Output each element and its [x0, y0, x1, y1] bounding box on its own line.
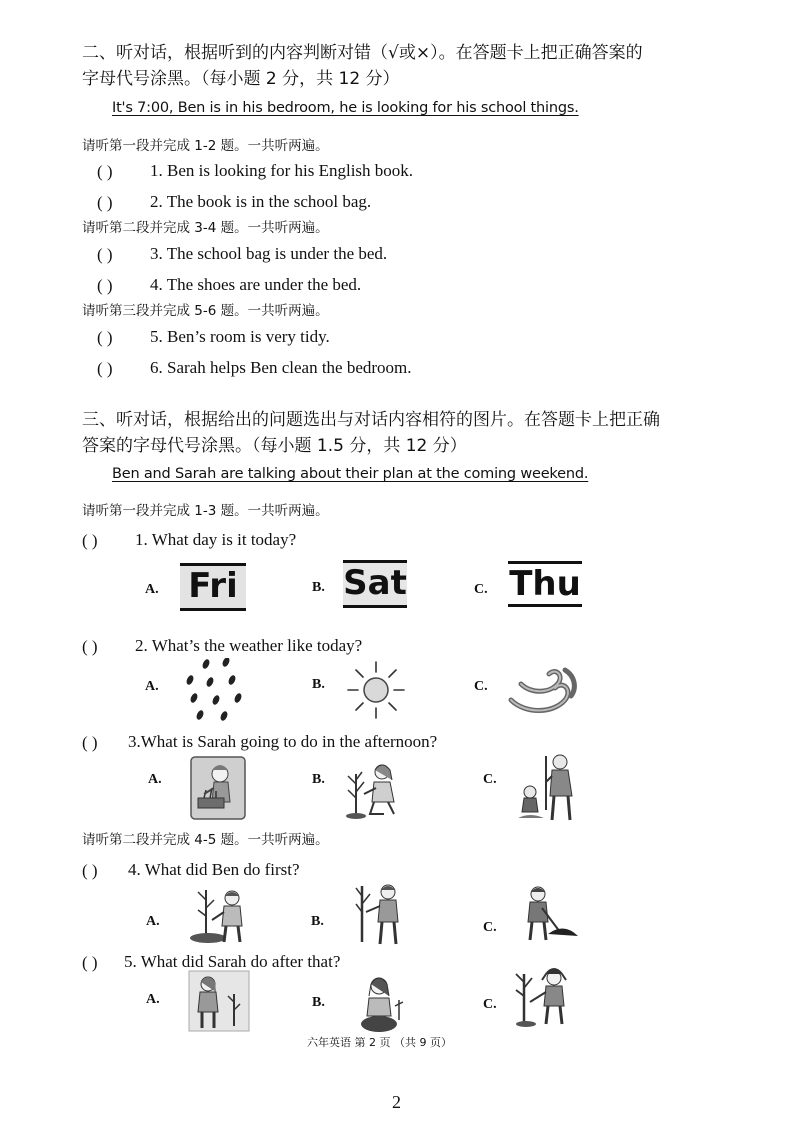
- option-label-b: B.: [312, 580, 325, 595]
- question-text: 2. What’s the weather like today?: [135, 636, 363, 655]
- question-text: 3. The school bag is under the bed.: [150, 244, 388, 263]
- day-card-thu[interactable]: Thu: [508, 561, 582, 607]
- option-label-a: A.: [146, 914, 160, 929]
- section2-handwritten-note: It's 7:00, Ben is in his bedroom, he is looking for his school things.: [112, 100, 579, 116]
- girl-with-watering-can-picture[interactable]: [188, 970, 250, 1032]
- question-text: 5. What did Sarah do after that?: [124, 952, 341, 971]
- section3-title-line1: 三、听对话，根据给出的问题选出与对话内容相符的图片。在答题卡上把正确: [82, 410, 660, 430]
- section3-title-line2: 答案的字母代号涂黑。（每小题 1.5 分，共 12 分）: [82, 436, 467, 456]
- answer-paren[interactable]: ( ): [97, 328, 113, 347]
- boy-standing-by-tree-picture[interactable]: [352, 880, 410, 948]
- rain-icon[interactable]: [180, 658, 246, 722]
- man-and-child-planting-picture[interactable]: [516, 752, 578, 824]
- answer-paren[interactable]: ( ): [97, 193, 113, 212]
- option-label-c: C.: [474, 582, 488, 597]
- question-text: 4. What did Ben do first?: [128, 860, 300, 879]
- option-label-a: A.: [145, 582, 159, 597]
- day-card-fri[interactable]: Fri: [180, 563, 246, 611]
- sun-icon[interactable]: [343, 658, 409, 722]
- girl-sitting-picture[interactable]: [355, 972, 413, 1034]
- question-text: 5. Ben’s room is very tidy.: [150, 327, 330, 346]
- option-label-b: B.: [311, 914, 324, 929]
- page-footer: 六年英语 第 2 页 （共 9 页）: [307, 1036, 452, 1049]
- question-text: 6. Sarah helps Ben clean the bedroom.: [150, 358, 412, 377]
- answer-paren[interactable]: ( ): [82, 861, 98, 880]
- girl-planting-tree-picture[interactable]: [510, 966, 574, 1028]
- boy-digging-picture[interactable]: [518, 884, 580, 946]
- question-text: 3.What is Sarah going to do in the afternoon?: [128, 732, 438, 751]
- option-label-a: A.: [146, 992, 160, 1007]
- wind-icon[interactable]: [505, 660, 583, 722]
- answer-paren[interactable]: ( ): [82, 733, 98, 752]
- question-text: 4. The shoes are under the bed.: [150, 275, 362, 294]
- section2-instruction-3: 请听第三段并完成 5-6 题。一共听两遍。: [82, 303, 329, 319]
- section3-instruction-1: 请听第一段并完成 1-3 题。一共听两遍。: [82, 503, 329, 519]
- question-text: 2. The book is in the school bag.: [150, 192, 372, 211]
- option-label-b: B.: [312, 677, 325, 692]
- question-text: 1. What day is it today?: [135, 530, 297, 549]
- answer-paren[interactable]: ( ): [97, 359, 113, 378]
- section2-title-line1: 二、听对话，根据听到的内容判断对错（√或×）。在答题卡上把正确答案的: [82, 43, 643, 63]
- section2-title-line2: 字母代号涂黑。（每小题 2 分，共 12 分）: [82, 69, 400, 89]
- option-label-c: C.: [474, 679, 488, 694]
- answer-paren[interactable]: ( ): [97, 162, 113, 181]
- question-text: 1. Ben is looking for his English book.: [150, 161, 414, 180]
- section3-instruction-2: 请听第二段并完成 4-5 题。一共听两遍。: [82, 832, 329, 848]
- answer-paren[interactable]: ( ): [97, 276, 113, 295]
- page-number: 2: [392, 1092, 401, 1112]
- boy-watering-tree-picture[interactable]: [186, 882, 250, 946]
- option-label-c: C.: [483, 997, 497, 1012]
- day-card-sat[interactable]: Sat: [343, 560, 407, 608]
- girl-planting-box-picture[interactable]: [190, 756, 246, 820]
- answer-paren[interactable]: ( ): [82, 531, 98, 550]
- option-label-b: B.: [312, 772, 325, 787]
- option-label-a: A.: [145, 679, 159, 694]
- section3-handwritten-note: Ben and Sarah are talking about their plan at the coming weekend.: [112, 466, 589, 482]
- girl-watering-tree-picture[interactable]: [342, 754, 404, 822]
- answer-paren[interactable]: ( ): [82, 637, 98, 656]
- answer-paren[interactable]: ( ): [82, 953, 98, 972]
- option-label-a: A.: [148, 772, 162, 787]
- option-label-c: C.: [483, 920, 497, 935]
- section2-instruction-2: 请听第二段并完成 3-4 题。一共听两遍。: [82, 220, 329, 236]
- option-label-c: C.: [483, 772, 497, 787]
- answer-paren[interactable]: ( ): [97, 245, 113, 264]
- section2-instruction-1: 请听第一段并完成 1-2 题。一共听两遍。: [82, 138, 329, 154]
- option-label-b: B.: [312, 995, 325, 1010]
